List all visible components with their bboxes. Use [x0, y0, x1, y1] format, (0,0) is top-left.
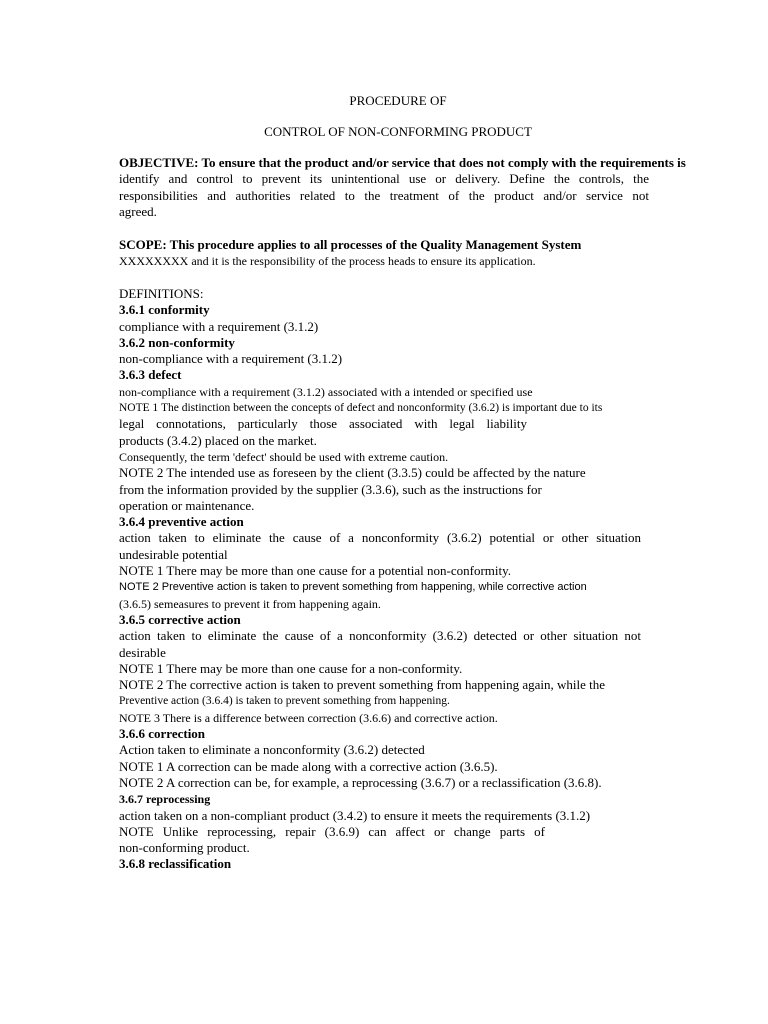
definition-heading: 3.6.4 preventive action — [119, 514, 244, 530]
definition-heading: 3.6.2 non-conformity — [119, 334, 235, 350]
definition-line: compliance with a requirement (3.1.2) — [119, 318, 319, 334]
definition-heading: 3.6.1 conformity — [119, 302, 210, 318]
definition-line: NOTE 1 There may be more than one cause for a potential non-conformity. — [119, 563, 512, 579]
definition-line: (3.6.5) semeasures to prevent it from happening again. — [119, 596, 381, 611]
definition-line: NOTE 3 There is a difference between correction (3.6.6) and corrective action. — [119, 710, 498, 725]
objective-line: agreed. — [119, 203, 157, 219]
definition-line: products (3.4.2) placed on the market. — [119, 432, 317, 448]
definition-line: non-compliance with a requirement (3.1.2) — [119, 351, 343, 367]
definition-line: action taken to eliminate the cause of a nonconformity (3.6.2) detected or other situation not — [119, 628, 641, 644]
document-title-line-1: PROCEDURE OF — [349, 93, 447, 108]
definition-line: Action taken to eliminate a nonconformity (3.6.2) detected — [119, 742, 425, 758]
objective-line: OBJECTIVE: To ensure that the product and/or service that does not comply with the requirements is — [119, 155, 686, 170]
definition-line: NOTE 1 The distinction between the concepts of defect and nonconformity (3.6.2) is important due to its — [119, 402, 603, 415]
definition-heading: 3.6.8 reclassification — [119, 856, 232, 872]
definition-line: NOTE 2 Preventive action is taken to prevent something from happening, while corrective action — [119, 581, 587, 594]
definition-line: non-conforming product. — [119, 840, 250, 856]
definition-line: NOTE 1 There may be more than one cause for a non-conformity. — [119, 660, 463, 676]
objective-section — [119, 155, 686, 220]
scope-line: XXXXXXXX and it is the responsibility of the process heads to ensure its application. — [119, 254, 536, 269]
definition-heading: 3.6.7 reprocessing — [119, 792, 211, 807]
definition-line: Consequently, the term 'defect' should be used with extreme caution. — [119, 449, 449, 464]
definition-line: action taken on a non-compliant product (3.4.2) to ensure it meets the requirements (3.1.2) — [119, 807, 591, 823]
definition-line: NOTE 2 The corrective action is taken to prevent something from happening again, while the — [119, 677, 606, 693]
definition-line: Preventive action (3.6.4) is taken to prevent something from happening. — [119, 695, 450, 708]
definition-line: undesirable potential — [119, 546, 228, 562]
definition-line: non-compliance with a requirement (3.1.2) associated with a intended or specified use — [119, 384, 533, 399]
definition-line: NOTE 1 A correction can be made along with a corrective action (3.6.5). — [119, 758, 498, 774]
definition-line: desirable — [119, 644, 166, 660]
definition-line: NOTE 2 The intended use as foreseen by the client (3.3.5) could be affected by the nature — [119, 465, 586, 481]
objective-line: identify and control to prevent its unintentional use or delivery. Define the controls, the — [119, 171, 649, 187]
definition-line: operation or maintenance. — [119, 497, 255, 513]
scope-section — [119, 237, 649, 270]
definitions-heading: DEFINITIONS: — [119, 286, 204, 301]
objective-line: responsibilities and authorities related to the treatment of the product and/or service not — [119, 187, 649, 203]
definition-line: legal connotations, particularly those associated with legal liability — [119, 416, 527, 432]
document-title-line-2: CONTROL OF NON-CONFORMING PRODUCT — [264, 124, 532, 139]
definition-heading: 3.6.6 correction — [119, 726, 206, 742]
definition-heading: 3.6.3 defect — [119, 367, 182, 383]
definition-line: NOTE Unlike reprocessing, repair (3.6.9) can affect or change parts of — [119, 823, 545, 839]
definitions-section — [119, 286, 649, 873]
scope-line: SCOPE: This procedure applies to all processes of the Quality Management System — [119, 237, 582, 252]
definition-line: NOTE 2 A correction can be, for example, a reprocessing (3.6.7) or a reclassification (3.6.8). — [119, 774, 602, 790]
definition-heading: 3.6.5 corrective action — [119, 611, 241, 627]
definition-line: from the information provided by the supplier (3.3.6), such as the instructions for — [119, 481, 542, 497]
definition-line: action taken to eliminate the cause of a nonconformity (3.6.2) potential or other situation — [119, 530, 641, 546]
